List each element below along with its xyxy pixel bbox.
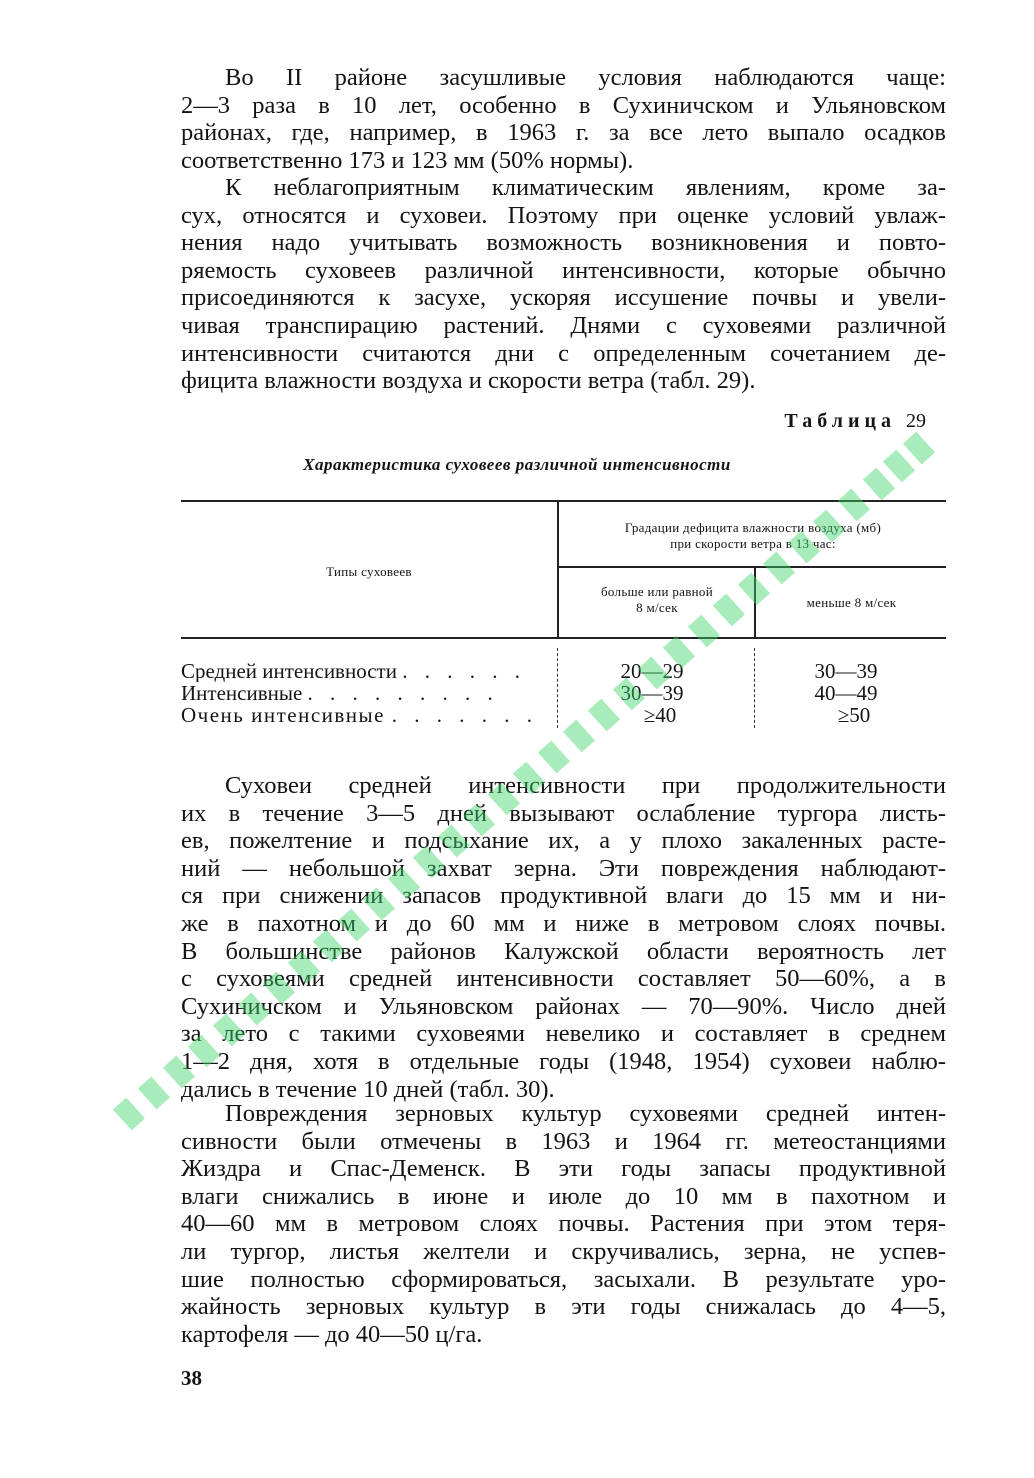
text-line: ли тургор, листья желтели и скручивались, зерна, не успев- — [181, 1237, 946, 1265]
header-col-1-line: больше или равной — [601, 584, 713, 599]
text-line: Жиздра и Спас-Деменск. В эти годы запасы продуктивной — [181, 1155, 946, 1183]
table-top-rule — [181, 500, 946, 502]
page-number: 38 — [181, 1366, 202, 1390]
paragraph-3 — [181, 772, 946, 1103]
row-leader-dots: . . . . . . . . . — [307, 682, 499, 704]
row-leader-dots: . . . . . . . — [391, 704, 538, 726]
text-line: ев, пожелтение и подсыхание их, а у плохо закаленных расте- — [181, 827, 946, 855]
text-line: сух, относятся и суховеи. Поэтому при оценке условий увлаж- — [181, 201, 946, 229]
table-group-rule — [557, 566, 946, 568]
table-column-rule — [557, 500, 559, 637]
text-line: Сухиничском и Ульяновском районах — 70—90%. Число дней — [181, 992, 946, 1020]
text-line: картофеля — до 40—50 ц/га. — [181, 1320, 483, 1348]
text-line: влаги снижались в июне и июле до 10 мм в пахотном и — [181, 1182, 946, 1210]
row-label-text: Средней интенсивности — [181, 660, 397, 682]
text-line: с суховеями средней интенсивности составляет 50—60%, а в — [181, 965, 946, 993]
text-line: ний — небольшой захват зерна. Эти повреждения наблюдают- — [181, 854, 946, 882]
text-line: В большинстве районов Калужской области вероятность лет — [181, 937, 946, 965]
text-line: чивая транспирацию растений. Днями с суховеями различной — [181, 311, 946, 339]
table-label-word: Таблица — [784, 410, 896, 432]
header-group-line: Градации дефицита влажности воздуха (мб) — [624, 520, 882, 535]
row-label-text: Очень интенсивные — [181, 704, 385, 726]
table-cell: 30—39 — [620, 681, 684, 705]
text-line: шие полностью сформироваться, засыхали. В результате уро- — [181, 1265, 946, 1293]
table-number: 29 — [906, 410, 926, 432]
paragraph-2 — [181, 174, 946, 395]
text-line: 1—2 дня, хотя в отдельные годы (1948, 1954) суховеи наблю- — [181, 1047, 946, 1075]
table-cell: ≥50 — [837, 703, 871, 727]
table-body-divider — [557, 648, 558, 728]
text-line: их в течение 3—5 дней вызывают ослабление тургора листь- — [181, 799, 946, 827]
text-line: нения надо учитывать возможность возникновения и повто- — [181, 229, 946, 257]
header-group — [560, 520, 946, 552]
table-row-label — [181, 660, 551, 682]
table-cell: 30—39 — [814, 659, 878, 683]
header-types: Типы суховеев — [326, 564, 412, 579]
table-title: Характеристика суховеев различной интенсивности — [303, 455, 731, 474]
text-line: присоединяются к засухе, ускоряя иссушение почвы и увели- — [181, 284, 946, 312]
text-line: жайность зерновых культур в эти годы снижалась до 4—5, — [181, 1293, 946, 1321]
row-leader-dots: . . . . . . — [402, 660, 526, 682]
text-line: дались в течение 10 дней (табл. 30). — [181, 1075, 555, 1103]
text-line: соответственно 173 и 123 мм (50% нормы). — [181, 146, 634, 174]
text-line: Во II районе засушливые условия наблюдаются чаще: — [225, 64, 946, 91]
table-row-label — [181, 682, 551, 704]
row-label-text: Интенсивные — [181, 682, 303, 704]
header-col-2: меньше 8 м/сек — [806, 595, 897, 610]
text-line: Повреждения зерновых культур суховеями средней интен- — [225, 1100, 946, 1127]
text-line: 2—3 раза в 10 лет, особенно в Сухиничском и Ульяновском — [181, 91, 946, 119]
table-row-label — [181, 704, 551, 726]
text-line: интенсивности считаются дни с определенным сочетанием де- — [181, 339, 946, 367]
table-header-rule — [181, 637, 946, 639]
paragraph-4 — [181, 1100, 946, 1348]
text-line: 40—60 мм в метровом слоях почвы. Растения при этом теря- — [181, 1210, 946, 1238]
header-col-1 — [560, 584, 754, 616]
text-line: Суховеи средней интенсивности при продолжительности — [225, 772, 946, 799]
table-label — [784, 410, 926, 433]
text-line: же в пахотном и до 60 мм и ниже в метровом слоях почвы. — [181, 909, 946, 937]
text-line: К неблагоприятным климатическим явлениям, кроме за- — [225, 174, 946, 201]
header-group-line: при скорости ветра в 13 час: — [670, 536, 836, 551]
text-line: фицита влажности воздуха и скорости ветра (табл. 29). — [181, 367, 756, 395]
table-body-divider — [754, 648, 755, 728]
text-line: сивности были отмечены в 1963 и 1964 гг. метеостанциями — [181, 1127, 946, 1155]
text-line: районах, где, например, в 1963 г. за все лето выпало осадков — [181, 119, 946, 147]
table-cell: 40—49 — [814, 681, 878, 705]
paragraph-1 — [181, 64, 946, 174]
table-subcolumn-rule — [754, 566, 756, 637]
header-col-1-line: 8 м/сек — [636, 600, 678, 615]
table-cell: 20—29 — [620, 659, 684, 683]
text-line: ряемость суховеев различной интенсивности, которые обычно — [181, 256, 946, 284]
text-line: за лето с такими суховеями невелико и составляет в среднем — [181, 1020, 946, 1048]
text-line: ся при снижении запасов продуктивной влаги до 15 мм и ни- — [181, 882, 946, 910]
table-cell: ≥40 — [643, 703, 677, 727]
